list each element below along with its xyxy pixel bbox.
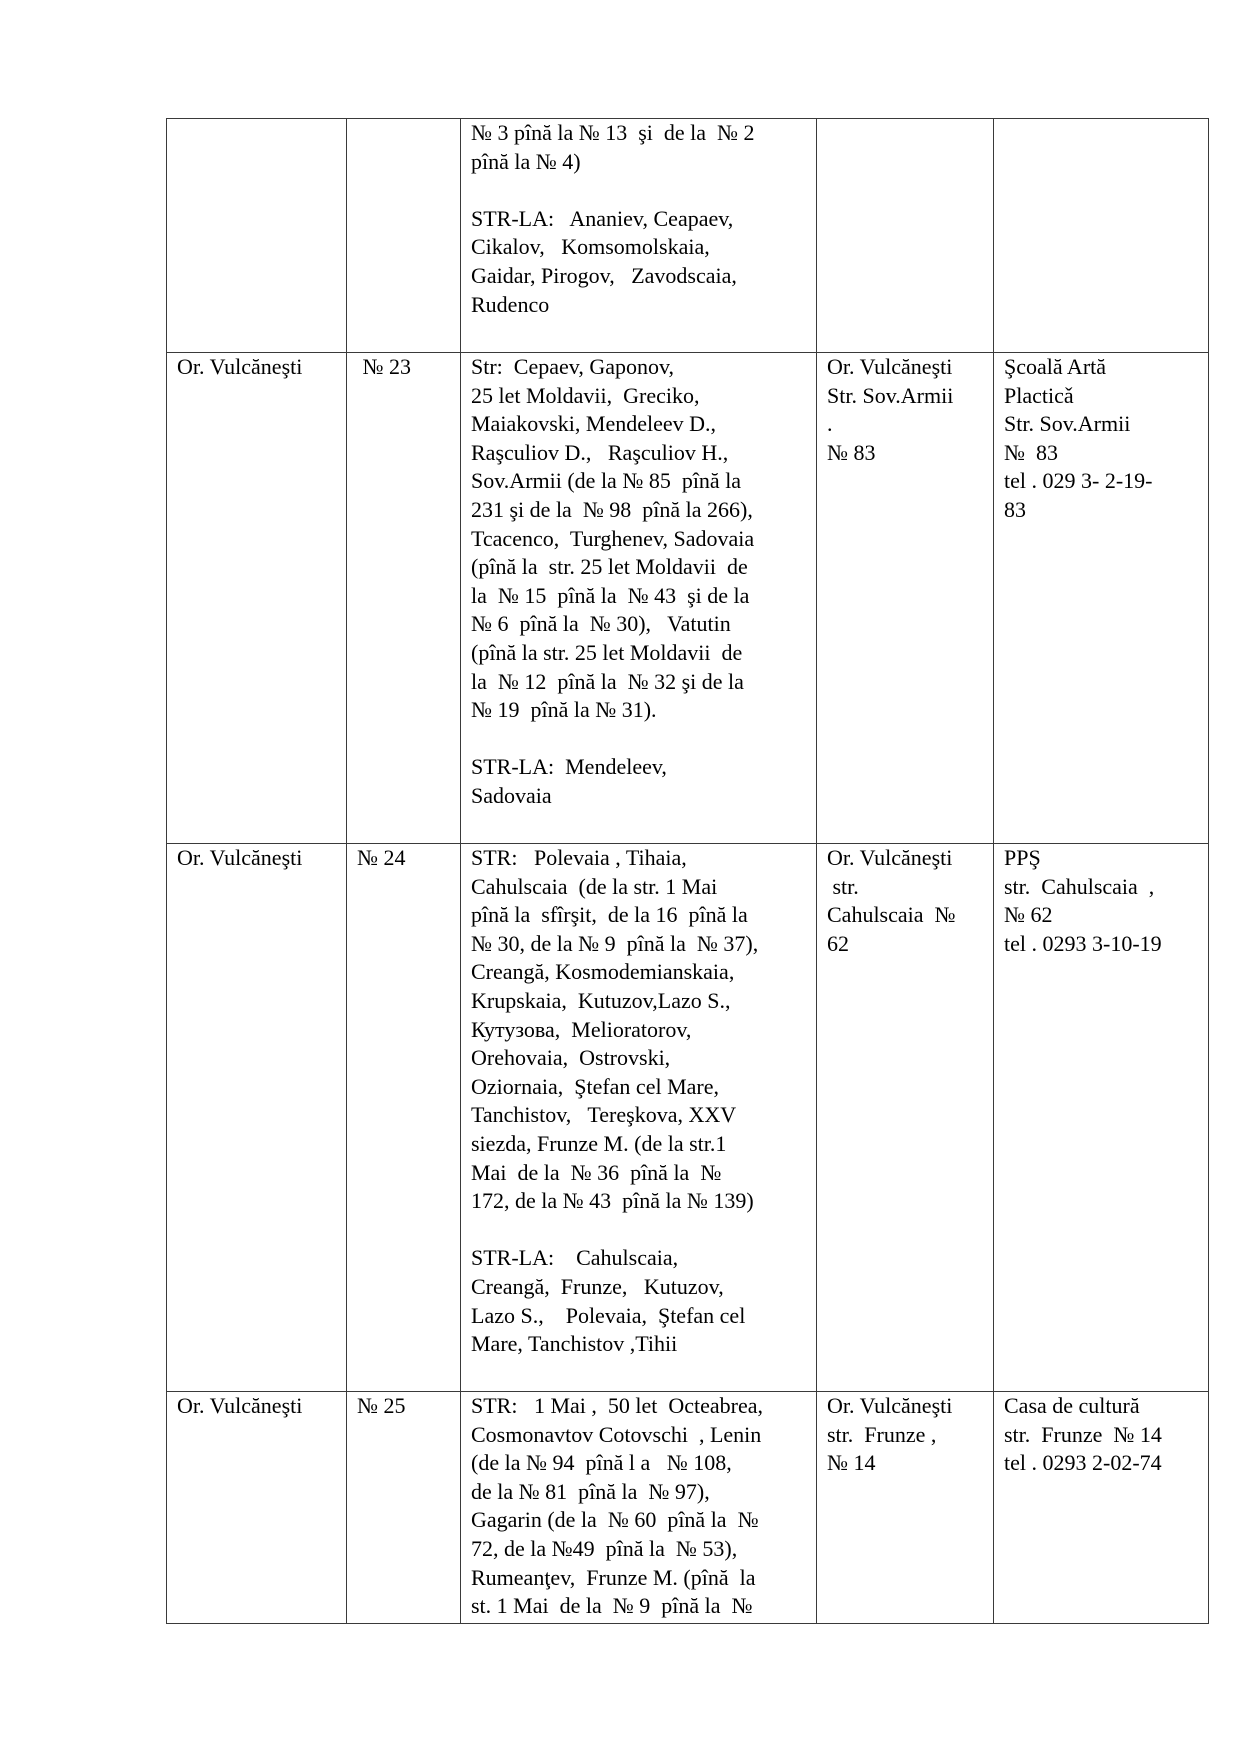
venue-cell	[994, 119, 1209, 353]
streets-line: 25 let Moldavii, Greciko,	[471, 382, 700, 408]
streets-line: № 19 pînă la № 31).	[471, 697, 657, 723]
address-line: Or. Vulcăneşti	[827, 845, 953, 870]
streets-line: (pînă la str. 25 let Moldavii de	[471, 554, 748, 580]
section-number-cell	[347, 353, 461, 844]
streets-line: 231 şi de la № 98 pînă la 266),	[471, 496, 753, 522]
address-line: str. Frunze ,	[827, 1421, 937, 1447]
streets-line: Krupskaia, Kutuzov,Lazo S.,	[471, 987, 731, 1013]
streets-line: de la № 81 pînă la № 97),	[471, 1478, 710, 1504]
venue-line: Placticǎ	[1004, 382, 1074, 408]
streets-line: Cahulscaia (de la str. 1 Mai	[471, 873, 718, 899]
venue-line: tel . 0293 2-02-74	[1004, 1450, 1162, 1476]
venue-cell	[994, 353, 1209, 844]
streets-line: Rumeanţev, Frunze M. (pînă la	[471, 1564, 756, 1590]
paragraph-gap	[471, 1216, 808, 1245]
venue-cell	[994, 844, 1209, 1392]
address-line: Cahulscaia №	[827, 902, 956, 928]
streets-line: Cosmonavtov Cotovschi , Lenin	[471, 1421, 762, 1447]
venue-line: PPŞ	[1004, 845, 1041, 870]
streets-line: № 3 pînă la № 13 şi de la № 2	[471, 120, 755, 145]
address-line: Str. Sov.Armii	[827, 382, 954, 408]
lanes-line: Creangă, Frunze, Kutuzov,	[471, 1273, 724, 1299]
locality-cell-text: Or. Vulcăneşti	[177, 354, 303, 379]
address-line: Or. Vulcăneşti	[827, 1393, 953, 1418]
section-number-cell-text: № 25	[357, 1393, 406, 1418]
lanes-line: Sadovaia	[471, 782, 552, 808]
lanes-line: Gaidar, Pirogov, Zavodscaia,	[471, 262, 737, 288]
section-number-cell	[347, 119, 461, 353]
streets-line: siezda, Frunze M. (de la str.1	[471, 1130, 727, 1156]
table-row	[167, 1392, 1209, 1624]
streets-line: Tcacenco, Turghenev, Sadovaia	[471, 525, 755, 551]
lanes-line: Mare, Tanchistov ,Tihii	[471, 1331, 678, 1357]
address-line: Or. Vulcăneşti	[827, 354, 953, 379]
streets-line: Str: Cepaev, Gaponov,	[471, 354, 675, 379]
venue-line: Str. Sov.Armii	[1004, 411, 1131, 437]
locality-cell-text: Or. Vulcăneşti	[177, 1393, 303, 1418]
streets-line: (pînă la str. 25 let Moldavii de	[471, 639, 743, 665]
streets-cell	[461, 844, 817, 1392]
address-line: № 83	[827, 439, 876, 465]
lanes-line: STR-LA: Ananiev, Ceapaev,	[471, 205, 734, 231]
address-line: .	[827, 411, 833, 437]
streets-line: pînă la sfîrşit, de la 16 pînă la	[471, 902, 748, 928]
streets-line: Maiakovski, Mendeleev D.,	[471, 411, 716, 437]
section-number-cell-text: № 23	[357, 354, 411, 379]
streets-line: STR: 1 Mai , 50 let Octeabrea,	[471, 1393, 764, 1418]
table-row	[167, 119, 1209, 353]
address-line: № 14	[827, 1450, 876, 1476]
section-number-cell-text: № 24	[357, 845, 406, 870]
venue-line: Şcoală Artă	[1004, 354, 1107, 379]
streets-cell	[461, 1392, 817, 1624]
streets-line: (de la № 94 pînă l a № 108,	[471, 1450, 732, 1476]
streets-line: Creangă, Kosmodemianskaia,	[471, 959, 735, 985]
streets-line: la № 15 pînă la № 43 şi de la	[471, 582, 750, 608]
venue-line: № 62	[1004, 902, 1053, 928]
streets-line: Sov.Armii (de la № 85 pînă la	[471, 468, 742, 494]
locality-cell	[167, 353, 347, 844]
streets-line: № 6 pînă la № 30), Vatutin	[471, 611, 731, 637]
section-number-cell	[347, 844, 461, 1392]
streets-line: № 30, de la № 9 pînă la № 37),	[471, 930, 759, 956]
paragraph-gap	[471, 725, 808, 754]
section-number-cell	[347, 1392, 461, 1624]
streets-line: Orehovaia, Ostrovski,	[471, 1045, 671, 1071]
streets-line: Gagarin (de la № 60 pînă la №	[471, 1507, 759, 1533]
venue-line: № 83	[1004, 439, 1058, 465]
lanes-line: Rudenco	[471, 291, 550, 317]
address-cell	[817, 119, 994, 353]
lanes-line: STR-LA: Cahulscaia,	[471, 1245, 679, 1271]
streets-cell	[461, 353, 817, 844]
polling-sections-table	[166, 118, 1209, 1624]
locality-cell	[167, 119, 347, 353]
venue-line: Casa de cultură	[1004, 1393, 1140, 1418]
address-cell	[817, 1392, 994, 1624]
locality-cell-text: Or. Vulcăneşti	[177, 845, 303, 870]
streets-line: pînă la № 4)	[471, 148, 581, 174]
locality-cell	[167, 1392, 347, 1624]
streets-line: Кутузова, Melioratorov,	[471, 1016, 692, 1042]
streets-line: st. 1 Mai de la № 9 pînă la №	[471, 1593, 753, 1619]
address-line: str.	[827, 873, 859, 899]
venue-line: tel . 0293 3-10-19	[1004, 930, 1162, 956]
streets-line: Raşculiov D., Raşculiov H.,	[471, 439, 729, 465]
streets-line: la № 12 pînă la № 32 şi de la	[471, 668, 744, 694]
venue-line: str. Cahulscaia ,	[1004, 873, 1155, 899]
venue-line: str. Frunze № 14	[1004, 1421, 1162, 1447]
venue-line: 83	[1004, 496, 1026, 522]
streets-line: Oziornaia, Ştefan cel Mare,	[471, 1073, 719, 1099]
streets-line: Tanchistov, Tereşkova, XXV	[471, 1102, 737, 1128]
table-row	[167, 844, 1209, 1392]
locality-cell	[167, 844, 347, 1392]
address-cell	[817, 353, 994, 844]
streets-line: Mai de la № 36 pînă la №	[471, 1159, 722, 1185]
venue-cell	[994, 1392, 1209, 1624]
paragraph-gap	[471, 176, 808, 205]
streets-line: 72, de la №49 pînă la № 53),	[471, 1535, 738, 1561]
lanes-line: STR-LA: Mendeleev,	[471, 754, 667, 780]
address-cell	[817, 844, 994, 1392]
address-line: 62	[827, 930, 849, 956]
table-row	[167, 353, 1209, 844]
streets-cell	[461, 119, 817, 353]
lanes-line: Cikalov, Komsomolskaia,	[471, 234, 710, 260]
lanes-line: Lazo S., Polevaia, Ştefan cel	[471, 1302, 746, 1328]
venue-line: tel . 029 3- 2-19-	[1004, 468, 1153, 494]
streets-line: 172, de la № 43 pînă la № 139)	[471, 1188, 754, 1214]
streets-line: STR: Polevaia , Tihaia,	[471, 845, 687, 870]
